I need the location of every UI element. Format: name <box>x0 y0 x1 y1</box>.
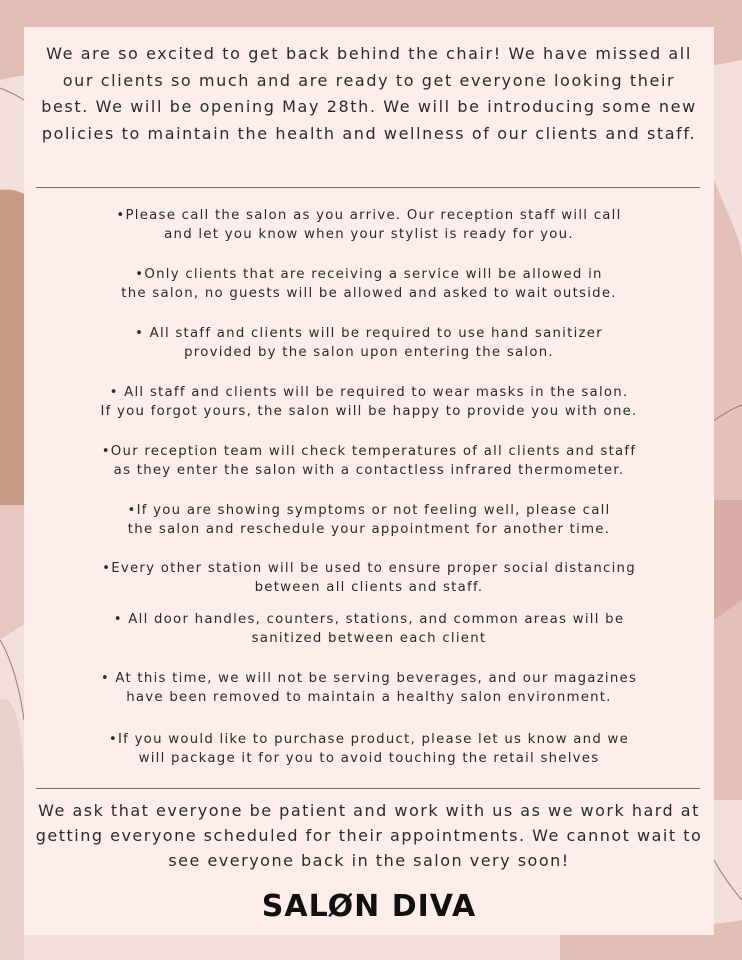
policy-item: •If you are showing symptoms or not feeling well, please call the salon and reschedule your appointment for another time. <box>127 503 611 537</box>
closing-paragraph: We ask that everyone be patient and work with us as we work hard at getting everyone scheduled for their appointments. We cannot wait to see everyone back in the salon very soon! <box>35 801 703 870</box>
divider-top <box>36 187 700 188</box>
policy-item: • All staff and clients will be required to wear masks in the salon. If you forgot yours, the salon will be happy to provide you with one. <box>100 385 638 419</box>
policy-item: •Please call the salon as you arrive. Our reception staff will call and let you know when your stylist is ready for you. <box>116 208 622 242</box>
policy-item: •If you would like to purchase product, please let us know and we will package it for you to avoid touching the retail shelves <box>108 732 630 766</box>
brand-logo: SALØN DIVA <box>261 889 477 924</box>
notice-card <box>24 27 714 935</box>
policy-item: • All staff and clients will be required to use hand sanitizer provided by the salon upon entering the salon. <box>135 326 603 360</box>
policy-item: •Every other station will be used to ensure proper social distancing between all clients and staff. <box>102 561 636 595</box>
policy-item: •Only clients that are receiving a service will be allowed in the salon, no guests will be allowed and asked to wait outside. <box>121 267 617 301</box>
policy-item: •Our reception team will check temperatures of all clients and staff as they enter the salon with a contactless infrared thermometer. <box>101 444 637 478</box>
policy-item: • All door handles, counters, stations, and common areas will be sanitized between each client <box>113 612 625 646</box>
divider-bottom <box>36 788 700 789</box>
intro-paragraph: We are so excited to get back behind the chair! We have missed all our clients so much and are ready to get everyone looking their best. We will be opening May 28th. We will be introducing some new policies to maintain the health and wellness of our clients and staff. <box>41 44 697 143</box>
policy-item: • At this time, we will not be serving beverages, and our magazines have been removed to maintain a healthy salon environment. <box>100 671 638 705</box>
